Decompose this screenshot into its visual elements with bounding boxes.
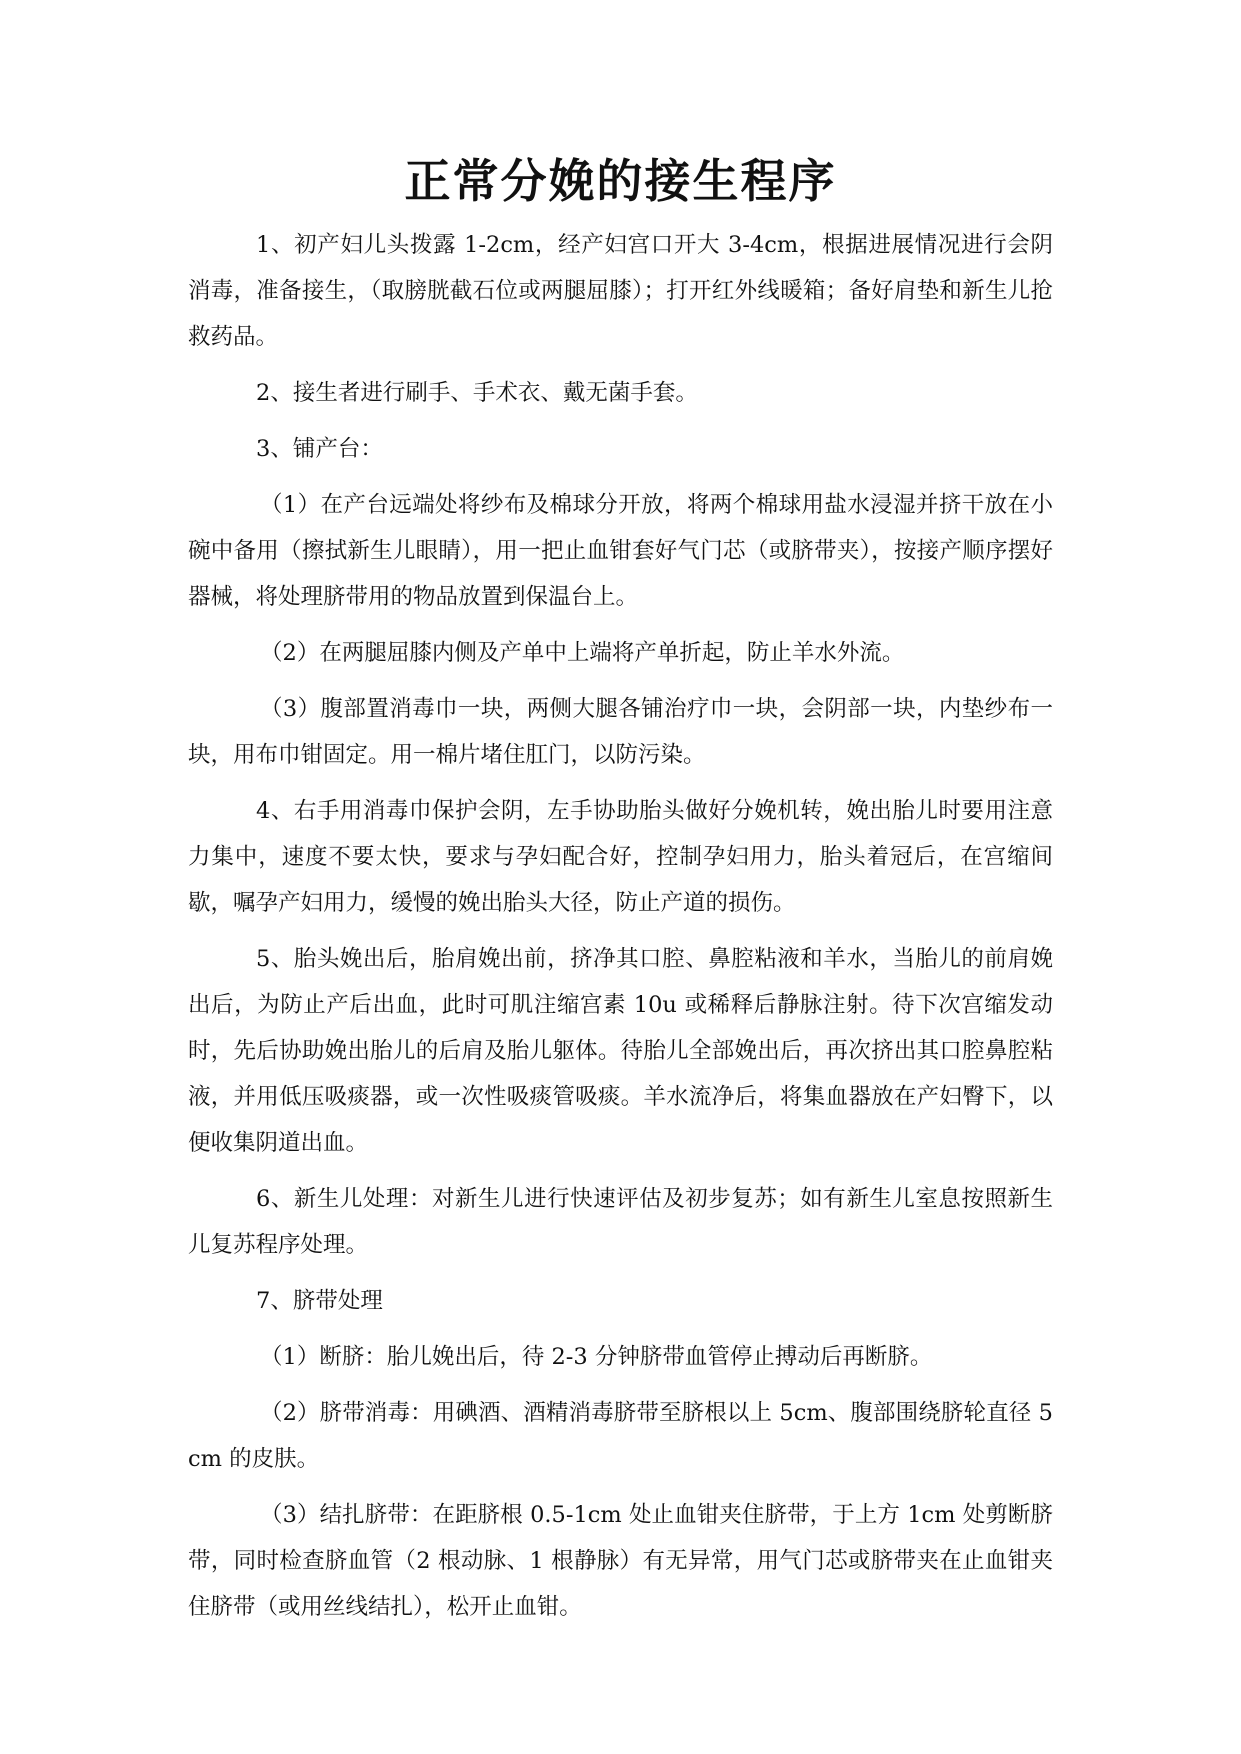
paragraph-step-7-sub-2: （2）脐带消毒：用碘酒、酒精消毒脐带至脐根以上 5cm、腹部围绕脐轮直径 5cm 的皮肤。: [188, 1400, 1053, 1472]
paragraph-step-3-sub-3: （3）腹部置消毒巾一块，两侧大腿各铺治疗巾一块，会阴部一块，内垫纱布一块，用布巾钳固定。用一棉片堵住肛门，以防污染。: [188, 696, 1053, 768]
paragraph-step-4: 4、右手用消毒巾保护会阴，左手协助胎头做好分娩机转，娩出胎儿时要用注意力集中，速度不要太快，要求与孕妇配合好，控制孕妇用力，胎头着冠后，在宫缩间歇，嘱孕产妇用力，缓慢的娩出胎头大径，防止产道的损伤。: [188, 798, 1053, 916]
paragraph-step-6: 6、新生儿处理：对新生儿进行快速评估及初步复苏；如有新生儿室息按照新生儿复苏程序处理。: [188, 1186, 1053, 1258]
document-title: 正常分娩的接生程序: [404, 154, 837, 208]
paragraph-step-3-sub-1: （1）在产台远端处将纱布及棉球分开放，将两个棉球用盐水浸湿并挤干放在小碗中备用（擦拭新生儿眼睛），用一把止血钳套好气门芯（或脐带夹），按接产顺序摆好器械，将处理脐带用的物品放置到保温台上。: [188, 492, 1053, 610]
paragraph-step-3-sub-2: （2）在两腿屈膝内侧及产单中上端将产单折起，防止羊水外流。: [260, 640, 905, 666]
paragraph-step-7-sub-3: （3）结扎脐带：在距脐根 0.5-1cm 处止血钳夹住脐带，于上方 1cm 处剪断脐带，同时检查脐血管（2 根动脉、1 根静脉）有无异常，用气门芯或脐带夹在止血钳夹住脐带（或用丝线结扎），松开止血钳。: [188, 1502, 1053, 1620]
paragraph-step-1: 1、初产妇儿头拨露 1-2cm，经产妇宫口开大 3-4cm，根据进展情况进行会阴消毒，准备接生，（取膀胱截石位或两腿屈膝）；打开红外线暖箱；备好肩垫和新生儿抢救药品。: [188, 232, 1053, 350]
paragraph-step-7: 7、脐带处理: [256, 1288, 383, 1314]
paragraph-step-7-sub-1: （1）断脐：胎儿娩出后，待 2-3 分钟脐带血管停止搏动后再断脐。: [260, 1344, 933, 1370]
paragraph-step-3: 3、铺产台：: [256, 436, 383, 462]
document-body: [188, 222, 1053, 1640]
paragraph-step-5: 5、胎头娩出后，胎肩娩出前，挤净其口腔、鼻腔粘液和羊水，当胎儿的前肩娩出后，为防止产后出血，此时可肌注缩宫素 10u 或稀释后静脉注射。待下次宫缩发动时，先后协助娩出胎儿的后肩及胎儿躯体。待胎儿全部娩出后，再次挤出其口腔鼻腔粘液，并用低压吸痰器，或一次性吸痰管吸痰。羊水流净后，将集血器放在产妇臀下，以便收集阴道出血。: [188, 946, 1053, 1156]
paragraph-step-2: 2、接生者进行刷手、手术衣、戴无菌手套。: [256, 380, 698, 406]
